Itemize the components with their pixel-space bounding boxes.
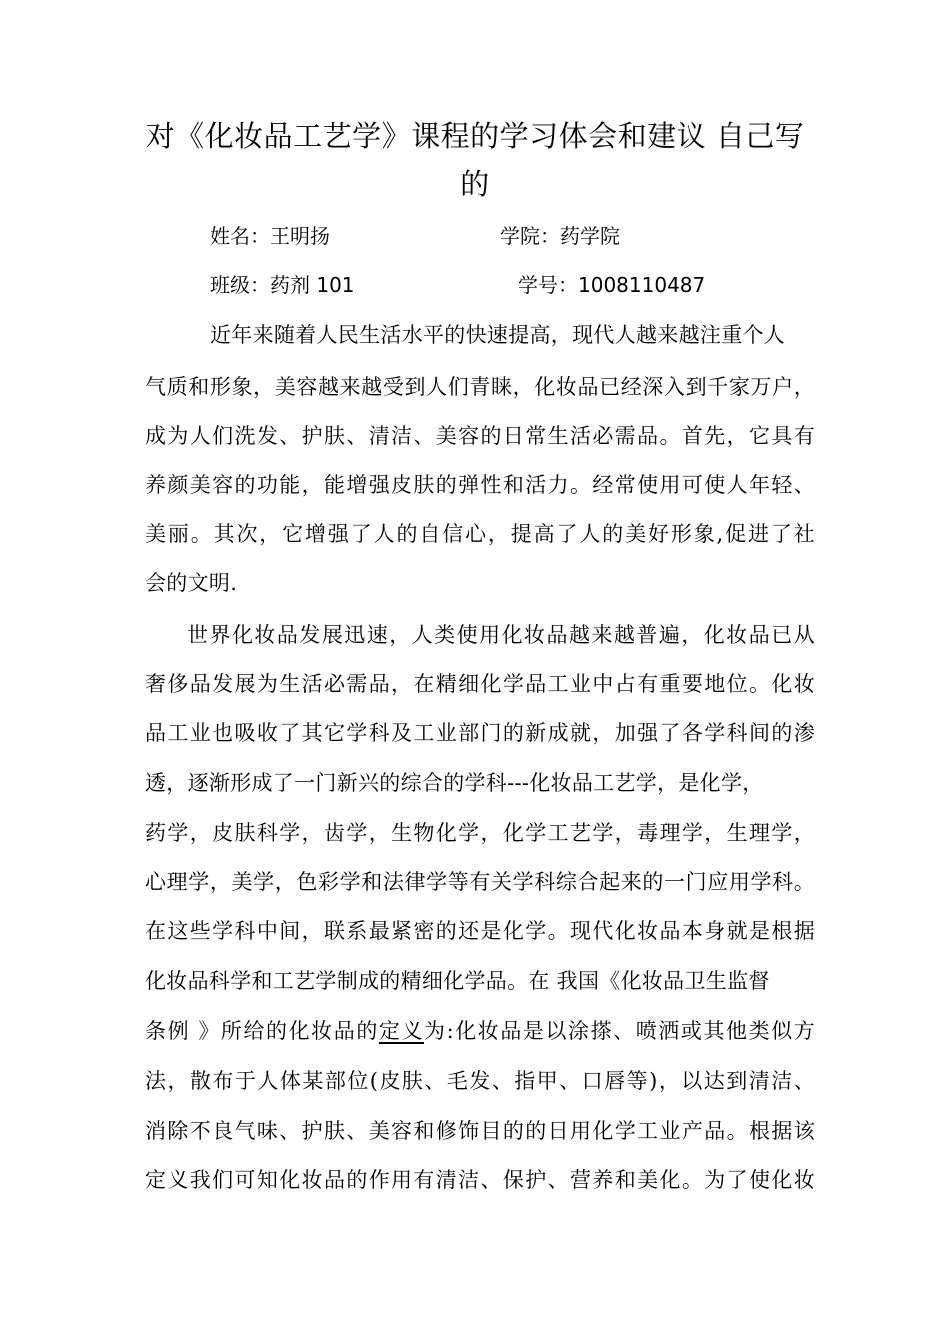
paragraph-2-line: 奢侈品发展为生活必需品，在精细化学品工业中占有重要地位。化妆 bbox=[145, 672, 815, 696]
paragraph-1-line: 成为人们洗发、护肤、清洁、美容的日常生活必需品。首先，它具有 bbox=[145, 424, 815, 448]
paragraph-2-line: 定义我们可知化妆品的作用有清洁、保护、营养和美化。为了使化妆 bbox=[145, 1168, 815, 1192]
title-line-1: 对《化妆品工艺学》课程的学习体会和建议 自己写 bbox=[145, 119, 805, 153]
paragraph-2-line: 世界化妆品发展迅速，人类使用化妆品越来越普遍，化妆品已从 bbox=[187, 623, 815, 647]
title-line-2: 的 bbox=[460, 167, 490, 201]
student-name: 姓名：王明扬 bbox=[210, 224, 330, 248]
definition-text-before: 条例 》所给的化妆品的 bbox=[145, 1019, 379, 1043]
paragraph-2-line bbox=[145, 1016, 815, 1046]
paragraph-1-line: 气质和形象，美容越来越受到人们青睐，化妆品已经深入到千家万户， bbox=[145, 375, 815, 399]
paragraph-1-line: 美丽。其次，它增强了人的自信心，提高了人的美好形象,促进了社 bbox=[145, 522, 815, 546]
paragraph-1-line: 近年来随着人民生活水平的快速提高，现代人越来越注重个人 bbox=[210, 323, 786, 347]
paragraph-2-line: 透，逐渐形成了一门新兴的综合的学科---化妆品工艺学，是化学， bbox=[145, 771, 764, 795]
student-class: 班级：药剂 101 bbox=[210, 273, 355, 297]
paragraph-2-line: 心理学，美学，色彩学和法律学等有关学科综合起来的一门应用学科。 bbox=[145, 870, 815, 894]
paragraph-1-line: 养颜美容的功能，能增强皮肤的弹性和活力。经常使用可使人年轻、 bbox=[145, 473, 815, 497]
paragraph-1-line: 会的文明. bbox=[145, 571, 238, 595]
definition-underlined: 定义 bbox=[378, 1019, 425, 1043]
definition-text-after: 为:化妆品是以涂搽、喷洒或其他类似方 bbox=[424, 1019, 815, 1043]
paragraph-2-line: 品工业也吸收了其它学科及工业部门的新成就，加强了各学科间的渗 bbox=[145, 721, 815, 745]
document-title bbox=[120, 112, 830, 208]
student-college: 学院：药学院 bbox=[500, 224, 620, 248]
paragraph-2-line: 消除不良气味、护肤、美容和修饰目的的日用化学工业产品。根据该 bbox=[145, 1119, 815, 1143]
paragraph-2-line: 药学，皮肤科学，齿学，生物化学，化学工艺学，毒理学，生理学， bbox=[145, 821, 815, 845]
student-id: 学号：1008110487 bbox=[518, 273, 706, 297]
paragraph-2-line: 法，散布于人体某部位(皮肤、毛发、指甲、口唇等)，以达到清洁、 bbox=[145, 1069, 815, 1093]
paragraph-2-line: 化妆品科学和工艺学制成的精细化学品。在 我国《化妆品卫生监督 bbox=[145, 969, 770, 993]
paragraph-2-line: 在这些学科中间，联系最紧密的还是化学。现代化妆品本身就是根据 bbox=[145, 919, 815, 943]
